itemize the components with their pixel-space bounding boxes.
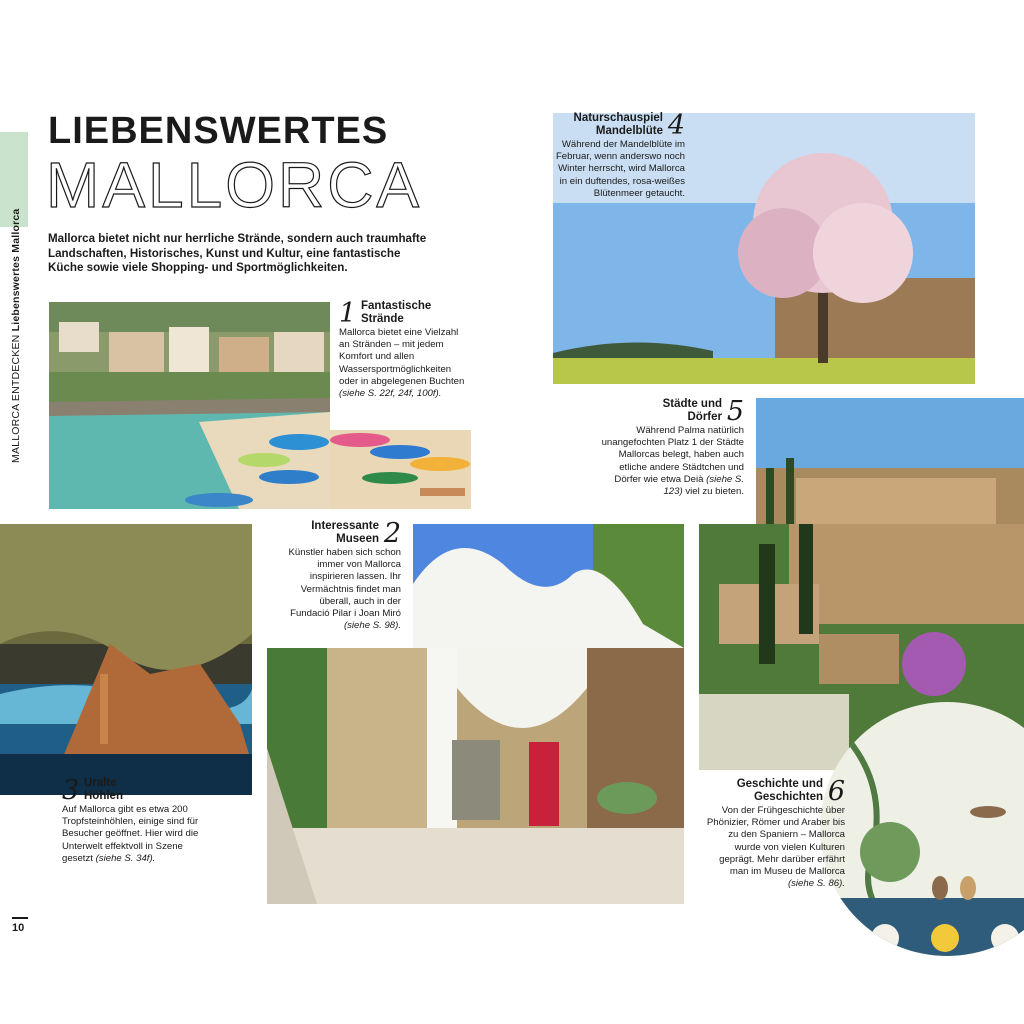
running-head-section: Liebenswertes Mallorca [10, 208, 22, 332]
item-6-body-text: Von der Frühgeschichte über Phönizier, Römer und Araber bis zu den Spaniern – Mallorca wurde von vielen Kulturen geprägt. Mehr darüber erfährt man im Museu de Mallorca [706, 805, 845, 878]
item-4-heading-b: Mandelblüte [595, 124, 663, 137]
item-1-heading [361, 300, 469, 325]
item-4-heading [555, 110, 685, 141]
item-2-heading [281, 518, 401, 549]
item-6-heading-a: Geschichte und [736, 778, 823, 790]
village-photo-top [756, 398, 1024, 524]
beach-photo-extension [330, 430, 471, 509]
item-5-body [596, 425, 744, 498]
page-title-line1: LIEBENSWERTES [48, 110, 389, 152]
museum-photo [267, 648, 684, 904]
item-1-heading-a: Fantastische [361, 300, 432, 312]
item-6-page-ref: (siehe S. 86). [787, 878, 845, 890]
item-4-block [555, 112, 685, 200]
cave-photo [0, 524, 252, 795]
item-1-block [339, 300, 469, 400]
item-6-number: 6 [827, 776, 845, 807]
beach-photo [49, 302, 330, 509]
museum-photo-top [413, 524, 684, 648]
item-5-heading-a: Städte und [662, 398, 722, 410]
item-2-heading-a: Interessante [311, 520, 379, 532]
running-head-prefix: MALLORCA ENTDECKEN [10, 334, 22, 463]
page-title-line2: MALLORCA [46, 149, 423, 221]
item-5-number: 5 [726, 396, 744, 427]
item-6-heading-b: Geschichten [753, 790, 823, 803]
item-4-body: Während der Mandelblüte im Februar, wenn anderswo noch Winter herrscht, wird Mallorca in ein duftendes, rosa-weißes Blütenmeer getaucht. [555, 139, 685, 199]
item-6-block [702, 778, 845, 890]
item-5-heading [596, 396, 744, 427]
item-1-body [339, 327, 469, 400]
item-4-number: 4 [667, 110, 685, 141]
page-number-rule [12, 917, 28, 919]
item-2-page-ref: (siehe S. 98). [343, 620, 401, 632]
item-1-page-ref: (siehe S. 22f, 24f, 100f). [339, 388, 442, 400]
item-2-body [281, 547, 401, 632]
item-3-body-text: Auf Mallorca gibt es etwa 200 Tropfsteinhöhlen, einige sind für Besucher geöffnet. Hier wird die Unterwelt effektvoll in Szene gesetzt [62, 804, 199, 864]
intro-paragraph: Mallorca bietet nicht nur herrliche Strände, sondern auch traumhafte Landschaften, Historisches, Kunst und Kultur, eine fantastische Küche sowie viele Shopping- und Sportmöglichkeiten. [48, 232, 427, 274]
item-3-heading-a: Uralte [84, 777, 117, 789]
item-5-body-tail: viel zu bieten. [685, 486, 744, 498]
section-running-head [10, 209, 22, 463]
item-6-heading [702, 776, 845, 807]
item-5-body-text: Während Palma natürlich unangefochten Platz 1 der Städte Mallorcas belegt, haben auch etliche andere Städtchen und Dörfer wie etwa Deià [601, 425, 744, 485]
item-3-body [62, 804, 212, 865]
item-3-page-ref: (siehe S. 34f). [95, 852, 156, 864]
item-3-heading-b: Höhlen [84, 789, 123, 802]
item-5-heading-b: Dörfer [687, 410, 722, 423]
item-6-body [702, 805, 845, 890]
item-3-number: 3 [62, 775, 80, 806]
item-5-page-ref: (siehe S. 123) [663, 473, 744, 498]
item-3-block [62, 777, 212, 865]
item-2-heading-b: Museen [336, 532, 379, 545]
item-5-block [596, 398, 744, 498]
item-2-number: 2 [383, 518, 401, 549]
item-1-body-text: Mallorca bietet eine Vielzahl an Stränden – mit jedem Komfort und allen Wassersportmöglichkeiten oder in abgelegenen Buchten [339, 327, 465, 387]
item-4-heading-a: Naturschauspiel [573, 112, 663, 124]
item-1-heading-b: Strände [361, 312, 404, 325]
item-2-body-text: Künstler haben sich schon immer von Mallorca inspirieren lassen. Ihr Vermächtnis findet man überall, auch in der Fundació Pilar i Joan Miró [288, 547, 401, 620]
item-1-number: 1 [339, 298, 357, 329]
item-3-heading [84, 777, 212, 802]
page-number: 10 [12, 922, 25, 934]
item-2-block [281, 520, 401, 632]
